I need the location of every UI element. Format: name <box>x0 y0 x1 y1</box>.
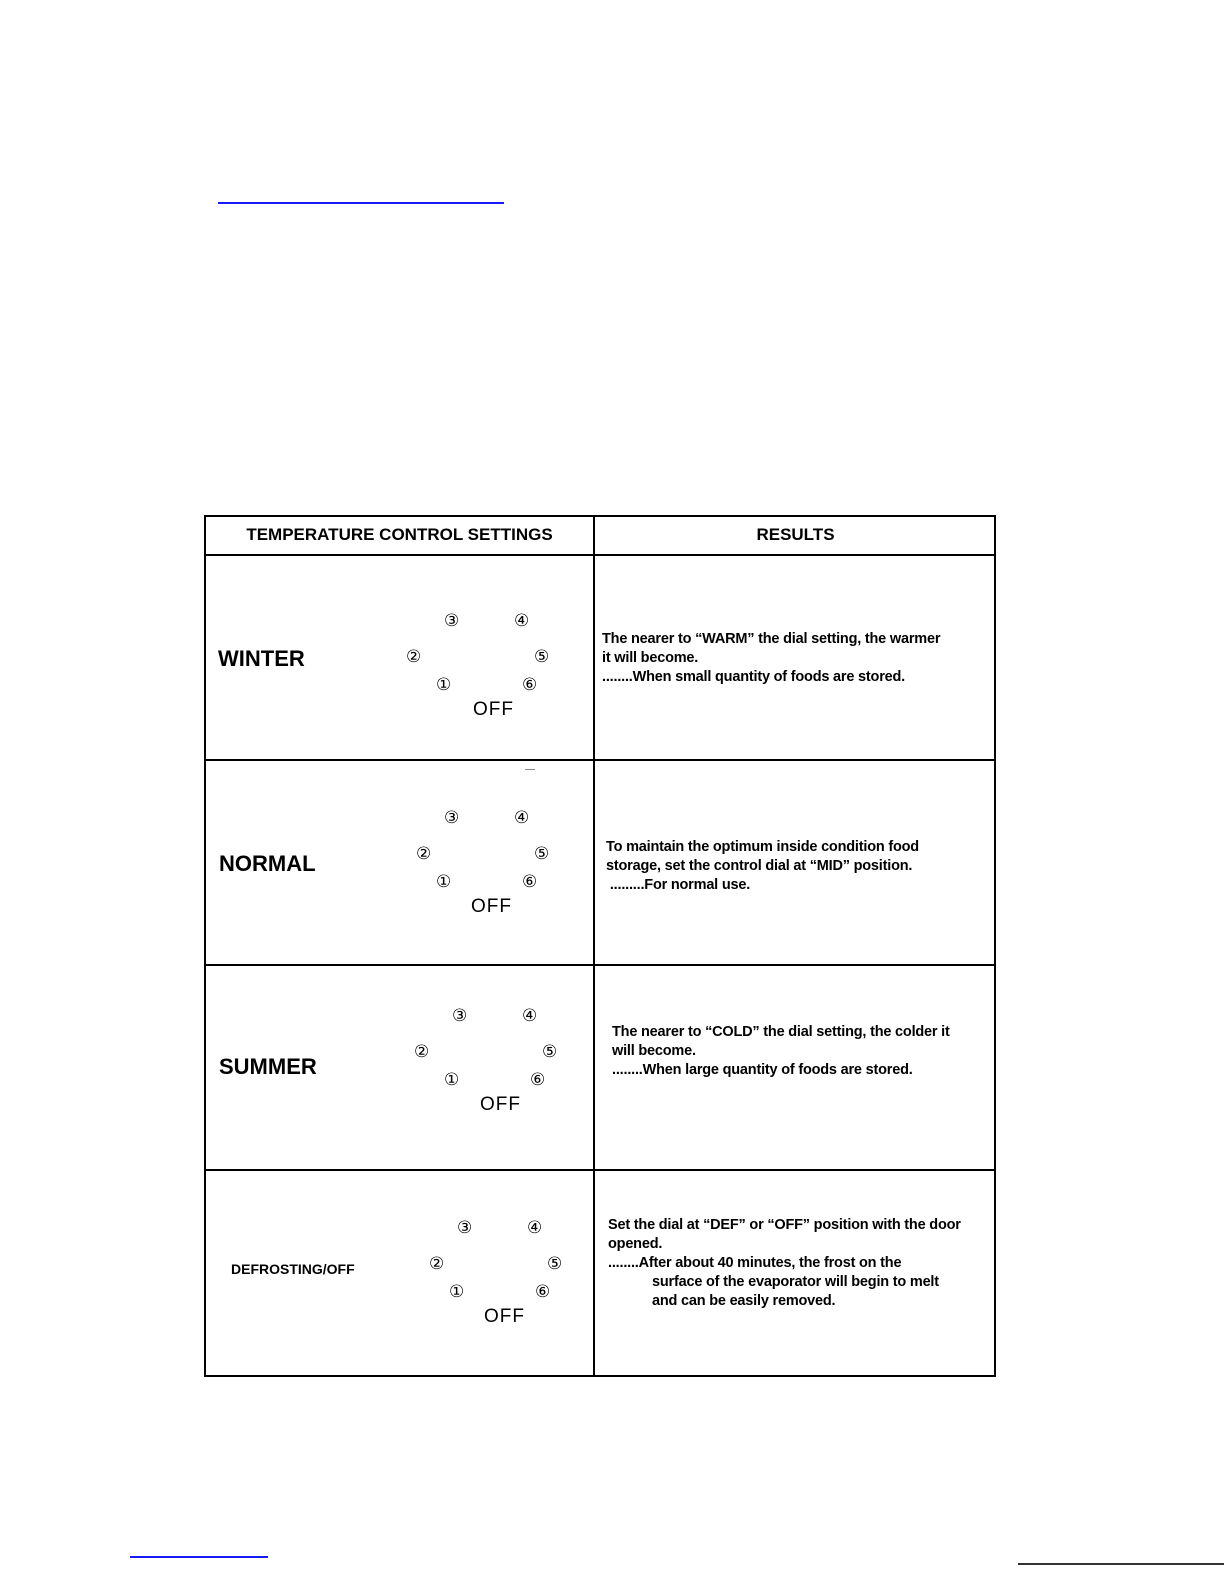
result-line: .........For normal use. <box>606 877 751 893</box>
dial-position-6: ⑥ <box>522 872 538 892</box>
dial-diagram-defrosting <box>399 1218 599 1348</box>
dial-position-4: ④ <box>514 808 530 828</box>
table-row-normal <box>206 761 994 966</box>
dial-position-6: ⑥ <box>535 1282 551 1302</box>
mode-label-summer: SUMMER <box>219 1054 317 1079</box>
footer-rule <box>1018 1563 1224 1565</box>
dial-position-2: ② <box>429 1254 445 1274</box>
dial-diagram-summer <box>394 1006 594 1136</box>
dial-position-1: ① <box>449 1282 465 1302</box>
dial-off-label: OFF <box>484 1306 525 1327</box>
dial-position-6: ⑥ <box>530 1070 546 1090</box>
dial-position-1: ① <box>436 675 452 695</box>
mode-label-defrosting: DEFROSTING/OFF <box>231 1261 355 1277</box>
top-link-underline <box>218 202 504 204</box>
result-text-defrosting <box>608 1216 993 1311</box>
header-settings: TEMPERATURE CONTROL SETTINGS <box>246 525 553 544</box>
dial-position-4: ④ <box>527 1218 543 1238</box>
result-text-summer <box>612 1023 997 1080</box>
dial-position-3: ③ <box>444 808 460 828</box>
dial-position-4: ④ <box>522 1006 538 1026</box>
scan-mark <box>525 769 535 770</box>
dial-off-label: OFF <box>471 896 512 917</box>
dial-position-6: ⑥ <box>522 675 538 695</box>
result-line: ........After about 40 minutes, the frost on the <box>608 1255 902 1271</box>
dial-diagram-winter <box>386 611 586 741</box>
result-line: The nearer to “COLD” the dial setting, the colder it <box>612 1024 950 1040</box>
result-line: will become. <box>612 1043 696 1059</box>
result-line: ........When small quantity of foods are stored. <box>602 669 905 685</box>
temperature-control-table <box>204 515 996 1377</box>
dial-position-3: ③ <box>452 1006 468 1026</box>
dial-position-5: ⑤ <box>534 647 550 667</box>
result-text-normal <box>606 838 991 895</box>
table-header-row <box>206 517 994 556</box>
dial-position-4: ④ <box>514 611 530 631</box>
dial-position-3: ③ <box>444 611 460 631</box>
dial-position-2: ② <box>414 1042 430 1062</box>
result-line: The nearer to “WARM” the dial setting, the warmer <box>602 631 941 647</box>
result-line: it will become. <box>602 650 699 666</box>
header-results: RESULTS <box>756 525 835 544</box>
dial-position-5: ⑤ <box>547 1254 563 1274</box>
footer-link-underline <box>130 1556 268 1558</box>
dial-position-2: ② <box>416 844 432 864</box>
result-line: surface of the evaporator will begin to melt <box>652 1274 939 1290</box>
dial-off-label: OFF <box>480 1094 521 1115</box>
dial-position-3: ③ <box>457 1218 473 1238</box>
dial-position-5: ⑤ <box>534 844 550 864</box>
dial-position-2: ② <box>406 647 422 667</box>
result-line: and can be easily removed. <box>652 1293 836 1309</box>
dial-off-label: OFF <box>473 699 514 720</box>
result-line: storage, set the control dial at “MID” position. <box>606 858 913 874</box>
table-row-defrosting <box>206 1171 994 1375</box>
result-text-winter <box>602 630 987 687</box>
table-row-winter <box>206 556 994 761</box>
result-line: ........When large quantity of foods are stored. <box>612 1062 913 1078</box>
result-line: To maintain the optimum inside condition food <box>606 839 919 855</box>
result-line: opened. <box>608 1236 663 1252</box>
mode-label-normal: NORMAL <box>219 851 316 876</box>
table-row-summer <box>206 966 994 1171</box>
dial-position-1: ① <box>444 1070 460 1090</box>
mode-label-winter: WINTER <box>218 646 305 671</box>
dial-position-1: ① <box>436 872 452 892</box>
dial-diagram-normal <box>386 808 586 938</box>
dial-position-5: ⑤ <box>542 1042 558 1062</box>
result-line: Set the dial at “DEF” or “OFF” position with the door <box>608 1217 961 1233</box>
